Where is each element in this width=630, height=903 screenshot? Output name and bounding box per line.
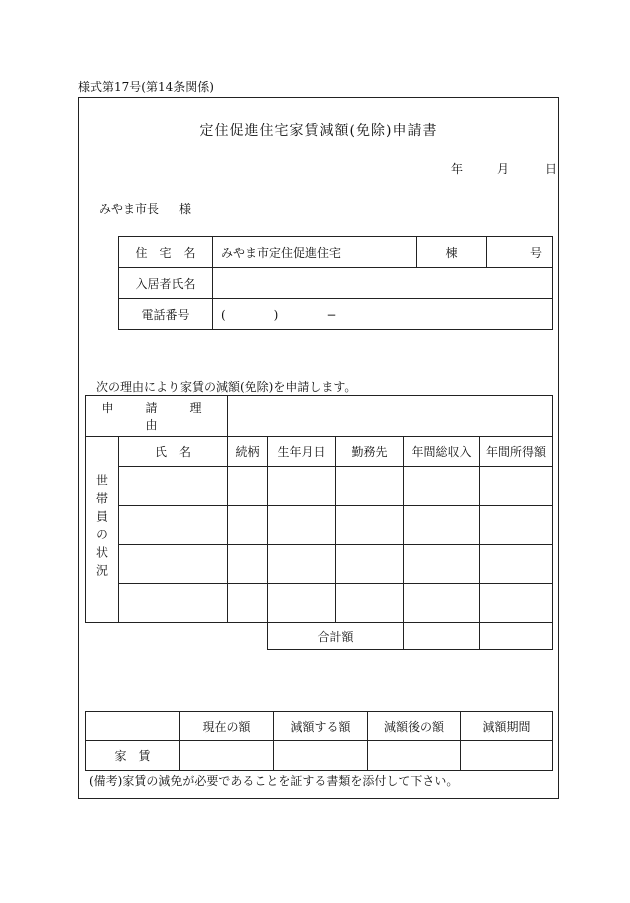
- date-year-label: 年: [451, 162, 464, 176]
- member-name-cell[interactable]: [119, 506, 228, 545]
- total-earnings-cell[interactable]: [480, 623, 553, 650]
- member-birthdate-cell[interactable]: [268, 584, 336, 623]
- member-relation-cell[interactable]: [228, 467, 268, 506]
- col-name: 氏 名: [119, 437, 228, 467]
- member-name-cell[interactable]: [119, 584, 228, 623]
- resident-name-label: 入居者氏名: [119, 268, 213, 299]
- table-row: [86, 584, 553, 623]
- phone-label: 電話番号: [119, 299, 213, 330]
- date-month-label: 月: [497, 162, 510, 176]
- honorific: 様: [179, 202, 192, 216]
- member-name-cell[interactable]: [119, 467, 228, 506]
- col-current-amount: 現在の額: [180, 712, 274, 741]
- member-workplace-cell[interactable]: [336, 584, 404, 623]
- col-annual-income: 年間総収入: [404, 437, 480, 467]
- household-table: [85, 395, 553, 650]
- reason-label-text: 申 請 理 由: [101, 401, 234, 432]
- rent-table: [85, 711, 553, 771]
- col-amount-after: 減額後の額: [368, 712, 461, 741]
- member-relation-cell[interactable]: [228, 545, 268, 584]
- member-earnings-cell[interactable]: [480, 467, 553, 506]
- table-row: [86, 467, 553, 506]
- reason-field[interactable]: [228, 396, 553, 437]
- member-workplace-cell[interactable]: [336, 506, 404, 545]
- form-frame: [78, 97, 559, 799]
- household-section-label: [86, 437, 119, 623]
- col-relation: 続柄: [228, 437, 268, 467]
- col-annual-earnings: 年間所得額: [480, 437, 553, 467]
- addressee: みやま市長: [99, 202, 160, 216]
- member-workplace-cell[interactable]: [336, 545, 404, 584]
- applicant-table: [118, 236, 553, 330]
- rent-corner-cell: [86, 712, 180, 741]
- member-income-cell[interactable]: [404, 467, 480, 506]
- col-workplace: 勤務先: [336, 437, 404, 467]
- col-reduction-amount: 減額する額: [274, 712, 368, 741]
- rent-row-label: 家 賃: [86, 741, 180, 771]
- col-reduction-period: 減額期間: [461, 712, 553, 741]
- housing-name-value[interactable]: みやま市定住促進住宅: [213, 237, 417, 268]
- rent-current-cell[interactable]: [180, 741, 274, 771]
- phone-field[interactable]: ( ) −: [213, 299, 553, 330]
- form-number: 様式第17号(第14条関係): [78, 80, 214, 94]
- rent-period-cell[interactable]: [461, 741, 553, 771]
- building-label[interactable]: 棟: [417, 237, 487, 268]
- rent-after-cell[interactable]: [368, 741, 461, 771]
- member-earnings-cell[interactable]: [480, 584, 553, 623]
- housing-name-label: 住 宅 名: [119, 237, 213, 268]
- col-birthdate: 生年月日: [268, 437, 336, 467]
- intro-text: 次の理由により家賃の減額(免除)を申請します。: [96, 380, 357, 394]
- member-income-cell[interactable]: [404, 506, 480, 545]
- member-relation-cell[interactable]: [228, 506, 268, 545]
- table-row: [86, 506, 553, 545]
- member-earnings-cell[interactable]: [480, 545, 553, 584]
- form-title: 定住促進住宅家賃減額(免除)申請書: [199, 123, 438, 139]
- rent-reduction-cell[interactable]: [274, 741, 368, 771]
- total-spacer: [86, 623, 268, 650]
- reason-label: [86, 396, 234, 437]
- table-row: [86, 545, 553, 584]
- member-income-cell[interactable]: [404, 584, 480, 623]
- member-relation-cell[interactable]: [228, 584, 268, 623]
- resident-name-field[interactable]: [213, 268, 553, 299]
- remarks-note: (備考)家賃の減免が必要であることを証する書類を添付して下さい。: [89, 774, 459, 788]
- member-earnings-cell[interactable]: [480, 506, 553, 545]
- household-section-text: 世帯員の状況: [94, 474, 109, 582]
- member-workplace-cell[interactable]: [336, 467, 404, 506]
- member-name-cell[interactable]: [119, 545, 228, 584]
- total-label: 合計額: [268, 623, 404, 650]
- member-birthdate-cell[interactable]: [268, 506, 336, 545]
- member-birthdate-cell[interactable]: [268, 467, 336, 506]
- number-label[interactable]: 号: [487, 237, 553, 268]
- member-income-cell[interactable]: [404, 545, 480, 584]
- total-income-cell[interactable]: [404, 623, 480, 650]
- member-birthdate-cell[interactable]: [268, 545, 336, 584]
- date-day-label: 日: [545, 162, 558, 176]
